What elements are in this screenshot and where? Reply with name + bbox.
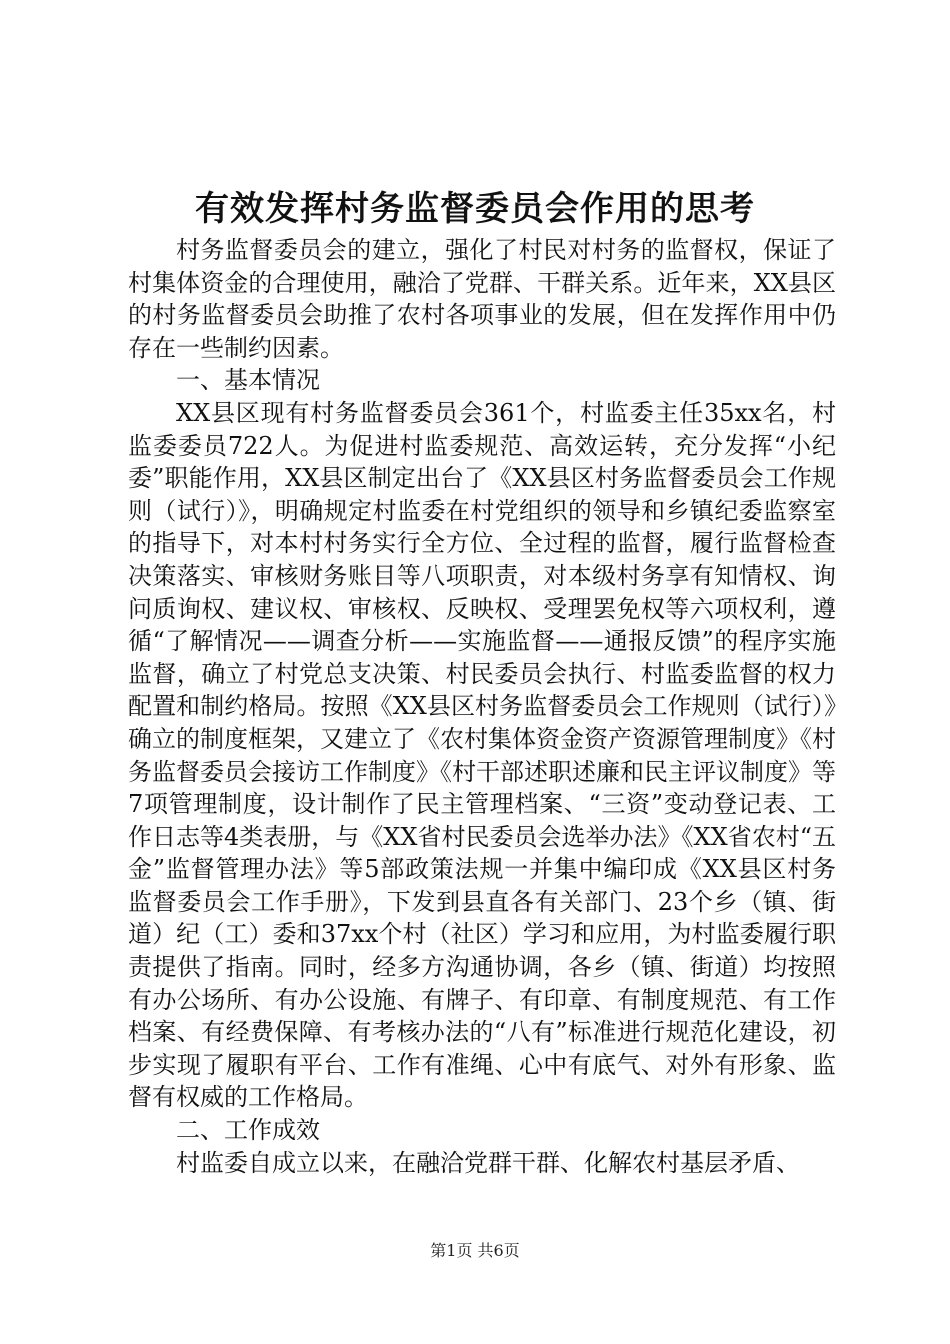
section-heading-basic-situation: 一、基本情况: [176, 366, 320, 395]
page-number-footer: 第1页 共6页: [430, 1241, 520, 1260]
document-title: 有效发挥村务监督委员会作用的思考: [195, 189, 755, 229]
document-body: [128, 234, 836, 1179]
paragraph-work-results: 村监委自成立以来，在融洽党群干群、化解农村基层矛盾、: [176, 1148, 800, 1177]
paragraph-intro: 村务监督委员会的建立，强化了村民对村务的监督权，保证了村集体资金的合理使用，融洽了党群、干群关系。近年来，XX县区的村务监督委员会助推了农村各项事业的发展，但在发挥作用中仍存在一些制约因素。: [128, 236, 836, 362]
paragraph-basic-situation: XX县区现有村务监督委员会361个，村监委主任35xx名，村监委委员722人。为促进村监委规范、高效运转，充分发挥“小纪委”职能作用，XX县区制定出台了《XX县区村务监督委员会工作规则（试行）》，明确规定村监委在村党组织的领导和乡镇纪委监察室的指导下，对本村村务实行全方位、全过程的监督，履行监督检查决策落实、审核财务账目等八项职责，对本级村务享有知情权、询问质询权、建议权、审核权、反映权、受理罢免权等六项权利，遵循“了解情况——调查分析——实施监督——通报反馈”的程序实施监督，确立了村党总支决策、村民委员会执行、村监委监督的权力配置和制约格局。按照《XX县区村务监督委员会工作规则（试行）》确立的制度框架，又建立了《农村集体资金资产资源管理制度》《村务监督委员会接访工作制度》《村干部述职述廉和民主评议制度》等7项管理制度，设计制作了民主管理档案、“三资”变动登记表、工作日志等4类表册，与《XX省村民委员会选举办法》《XX省农村“五金”监督管理办法》等5部政策法规一并集中编印成《XX县区村务监督委员会工作手册》，下发到县直各有关部门、23个乡（镇、街道）纪（工）委和37xx个村（社区）学习和应用，为村监委履行职责提供了指南。同时，经多方沟通协调，各乡（镇、街道）均按照有办公场所、有办公设施、有牌子、有印章、有制度规范、有工作档案、有经费保障、有考核办法的“八有”标准进行规范化建设，初步实现了履职有平台、工作有准绳、心中有底气、对外有形象、监督有权威的工作格局。: [128, 398, 836, 1112]
section-heading-work-results: 二、工作成效: [176, 1116, 320, 1145]
